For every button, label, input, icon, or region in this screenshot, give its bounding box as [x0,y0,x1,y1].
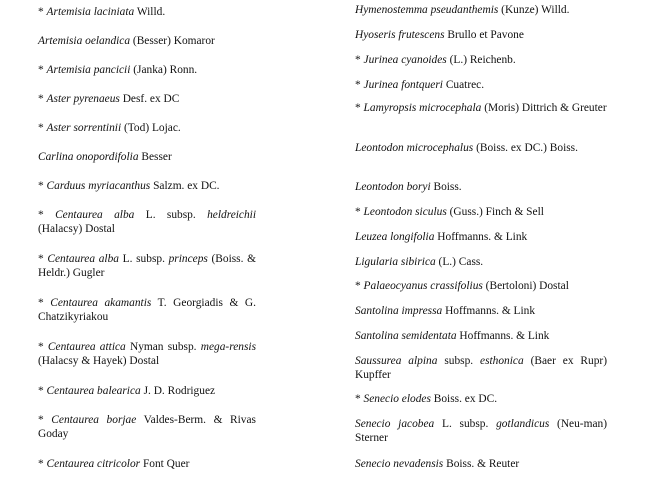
star-marker: * [355,280,364,292]
star-marker: * [38,209,56,221]
species-name: Leontodon microcephalus [355,142,474,154]
species-name: Centaurea citricolor [46,458,141,470]
species-name: Leontodon siculus [363,206,447,218]
subspecies-authority: (Halacsy & Hayek) Dostal [38,355,160,367]
species-entry [355,141,607,155]
species-authority: Boiss. [430,181,462,193]
star-marker: * [38,93,47,105]
species-entry [355,279,607,293]
star-marker: * [355,102,364,114]
star-marker: * [355,206,364,218]
species-authority: Font Quer [140,458,190,470]
species-authority: Cuatrec. [442,79,485,91]
species-authority: subsp. [437,355,481,367]
species-authority: (Kunze) Willd. [498,4,570,16]
species-authority: Nyman subsp. [125,341,201,353]
species-entry [355,304,607,318]
species-name: Centaurea alba [47,253,119,265]
species-name: Saussurea alpina [355,355,438,367]
species-name: Artemisia oelandica [38,35,131,47]
species-name: Aster pyrenaeus [46,93,120,105]
species-authority: (Moris) Dittrich & Greuter [481,102,607,114]
species-name: Santolina impressa [355,305,443,317]
species-authority: J. D. Rodriguez [140,385,216,397]
species-entry [38,63,256,77]
species-entry [355,354,607,382]
species-entry [355,28,607,42]
species-name: Lamyropsis microcephala [363,102,482,114]
species-authority: Boiss. & Reuter [443,458,520,470]
species-authority: Salzm. ex DC. [150,180,220,192]
species-entry [38,296,256,324]
species-entry [355,101,607,115]
star-marker: * [38,414,52,426]
species-name: Artemisia laciniata [46,6,135,18]
species-authority: Desf. ex DC [119,93,180,105]
species-authority: (Guss.) Finch & Sell [446,206,544,218]
star-marker: * [355,54,364,66]
species-authority: Hoffmanns. & Link [456,330,550,342]
star-marker: * [355,79,364,91]
species-authority: (Bertoloni) Dostal [482,280,569,292]
species-authority: Hoffmanns. & Link [442,305,536,317]
species-entry [38,208,256,236]
star-marker: * [38,385,47,397]
species-entry [38,384,256,398]
species-name: Senecio elodes [363,393,431,405]
subspecies-authority: (Boiss. & Heldr.) Gugler [38,253,256,279]
species-name: Hymenostemma pseudanthemis [355,4,499,16]
subspecies-authority: (Neu-man) Sterner [355,418,607,444]
species-authority: T. Georgiadis & G. Chatzikyriakou [38,297,256,323]
subspecies-name: gotlandicus [496,418,550,430]
species-entry [38,34,256,48]
species-name: Carlina onopordifolia [38,151,139,163]
species-name: Carduus myriacanthus [46,180,151,192]
star-marker: * [38,122,47,134]
species-name: Ligularia sibirica [355,256,436,268]
species-name: Santolina semidentata [355,330,457,342]
species-name: Leontodon boryi [355,181,431,193]
species-authority: (Tod) Lojac. [121,122,181,134]
species-entry [355,457,607,471]
species-name: Centaurea balearica [46,385,141,397]
species-entry [355,230,607,244]
star-marker: * [38,458,47,470]
species-authority: (Boiss. ex DC.) Boiss. [473,142,578,154]
species-name: Artemisia pancicii [46,64,131,76]
species-name: Leuzea longifolia [355,231,435,243]
species-entry [355,417,607,445]
species-entry [355,3,607,17]
species-authority: Brullo et Pavone [444,29,524,41]
star-marker: * [38,180,47,192]
species-authority: L. subsp. [118,253,169,265]
star-marker: * [38,64,47,76]
species-entry [38,92,256,106]
species-entry [355,205,607,219]
species-entry [38,5,256,19]
species-entry [38,340,256,368]
species-entry [38,150,256,164]
species-name: Aster sorrentinii [46,122,122,134]
species-name: Centaurea akamantis [50,297,152,309]
species-entry [38,179,256,193]
species-authority: Valdes-Berm. & Rivas Goday [38,414,256,440]
species-entry [355,329,607,343]
species-name: Jurinea cyanoides [363,54,447,66]
species-name: Centaurea alba [55,209,135,221]
species-name: Hyoseris frutescens [355,29,445,41]
species-authority: Hoffmanns. & Link [434,231,528,243]
species-entry [355,180,607,194]
species-authority: Besser [138,151,172,163]
star-marker: * [38,341,48,353]
species-authority: (Janka) Ronn. [130,64,198,76]
subspecies-authority: (Baer ex Rupr) Kupffer [355,355,607,381]
species-authority: Willd. [134,6,166,18]
species-entry [38,121,256,135]
subspecies-name: esthonica [480,355,524,367]
star-marker: * [355,393,364,405]
species-entry [355,392,607,406]
star-marker: * [38,6,47,18]
species-entry [355,255,607,269]
star-marker: * [38,253,48,265]
subspecies-name: princeps [168,253,208,265]
species-authority: L. subsp. [134,209,208,221]
species-name: Centaurea attica [47,341,126,353]
subspecies-name: mega-rensis [200,341,257,353]
species-name: Palaeocyanus crassifolius [363,280,483,292]
subspecies-authority: (Halacsy) Dostal [38,223,115,235]
species-name: Senecio nevadensis [355,458,444,470]
species-name: Jurinea fontqueri [363,79,443,91]
species-entry [38,457,256,471]
species-entry [38,413,256,441]
species-authority: L. subsp. [434,418,497,430]
species-authority: (L.) Reichenb. [446,54,516,66]
species-authority: (Besser) Komaror [130,35,215,47]
species-authority: (L.) Cass. [435,256,484,268]
species-authority: Boiss. ex DC. [430,393,498,405]
species-entry [355,53,607,67]
species-name: Senecio jacobea [355,418,435,430]
subspecies-name: heldreichii [207,209,257,221]
species-entry [355,78,607,92]
star-marker: * [38,297,51,309]
species-name: Centaurea borjae [51,414,137,426]
species-entry [38,252,256,280]
